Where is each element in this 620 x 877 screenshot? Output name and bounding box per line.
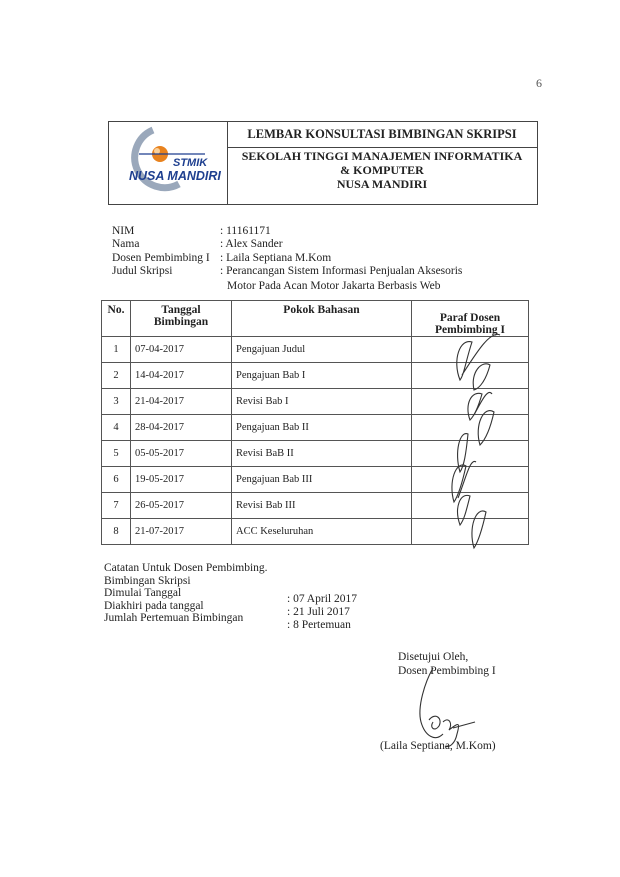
judul-label: Judul Skripsi [112, 265, 173, 277]
row-signature [412, 493, 529, 519]
institution-line-1: SEKOLAH TINGGI MANAJEMEN INFORMATIKA [241, 149, 523, 163]
col-tanggal [131, 301, 232, 337]
dosen-value: : Laila Septiana M.Kom [220, 252, 332, 264]
row-no: 1 [102, 337, 131, 363]
akhir-label: Diakhiri pada tanggal [104, 599, 204, 612]
col-tanggal-1: Tanggal [161, 304, 201, 316]
table-row [102, 337, 529, 363]
table-row [102, 519, 529, 545]
notes-values [287, 593, 357, 632]
logo-graphic [109, 122, 227, 204]
jumlah-value: : 8 Pertemuan [287, 619, 351, 631]
row-signature [412, 467, 529, 493]
consultation-table [101, 300, 529, 545]
approval-line-2: Dosen Pembimbing I [398, 665, 496, 677]
row-date: 21-04-2017 [131, 389, 232, 415]
document-header [108, 121, 538, 205]
row-no: 7 [102, 493, 131, 519]
row-topic: Revisi Bab I [232, 389, 412, 415]
row-no: 6 [102, 467, 131, 493]
col-pokok: Pokok Bahasan [232, 301, 412, 337]
judul-value-1: : Perancangan Sistem Informasi Penjualan Aksesoris [220, 265, 463, 277]
judul-value-2: Motor Pada Acan Motor Jakarta Berbasis Web [227, 280, 441, 292]
nama-label: Nama [112, 238, 140, 250]
row-topic: Pengajuan Bab III [232, 467, 412, 493]
institution-logo [109, 122, 228, 204]
row-topic: Revisi Bab III [232, 493, 412, 519]
row-date: 07-04-2017 [131, 337, 232, 363]
table-row [102, 363, 529, 389]
col-tanggal-2: Bimbingan [153, 316, 209, 328]
page-number: 6 [536, 76, 542, 90]
row-topic: ACC Keseluruhan [232, 519, 412, 545]
mulai-label: Dimulai Tanggal [104, 587, 182, 599]
row-signature [412, 389, 529, 415]
nim-label: NIM [112, 225, 135, 237]
row-no: 8 [102, 519, 131, 545]
institution-name [227, 149, 537, 191]
row-date: 26-05-2017 [131, 493, 232, 519]
row-topic: Revisi BaB II [232, 441, 412, 467]
col-paraf-1: Paraf Dosen [439, 312, 501, 324]
row-signature [412, 519, 529, 545]
row-topic: Pengajuan Bab II [232, 415, 412, 441]
institution-line-3: NUSA MANDIRI [336, 177, 428, 191]
table-row [102, 467, 529, 493]
row-date: 28-04-2017 [131, 415, 232, 441]
col-paraf [412, 301, 529, 337]
jumlah-label: Jumlah Pertemuan Bimbingan [104, 612, 244, 624]
row-date: 05-05-2017 [131, 441, 232, 467]
table-row [102, 441, 529, 467]
logo-stmik: STMIK [173, 157, 208, 169]
signer-name: (Laila Septiana, M.Kom) [380, 740, 496, 752]
table-header-row [102, 301, 529, 337]
institution-line-2: & KOMPUTER [340, 163, 424, 177]
approval-block [398, 650, 496, 678]
row-date: 19-05-2017 [131, 467, 232, 493]
row-signature [412, 441, 529, 467]
row-no: 3 [102, 389, 131, 415]
row-date: 21-07-2017 [131, 519, 232, 545]
header-titles [227, 122, 537, 204]
row-signature [412, 337, 529, 363]
nama-value: : Alex Sander [220, 238, 283, 250]
row-topic: Pengajuan Bab I [232, 363, 412, 389]
mulai-value: : 07 April 2017 [287, 593, 357, 605]
row-no: 4 [102, 415, 131, 441]
notes-block [104, 562, 268, 625]
col-no: No. [102, 301, 131, 337]
notes-line-1: Catatan Untuk Dosen Pembimbing. [104, 562, 268, 574]
form-title: LEMBAR KONSULTASI BIMBINGAN SKRIPSI [227, 122, 537, 148]
row-no: 5 [102, 441, 131, 467]
akhir-value: : 21 Juli 2017 [287, 606, 350, 618]
col-paraf-2: Pembimbing I [435, 324, 505, 336]
row-no: 2 [102, 363, 131, 389]
table-row [102, 493, 529, 519]
table-row [102, 415, 529, 441]
row-signature [412, 363, 529, 389]
row-signature [412, 415, 529, 441]
row-topic: Pengajuan Judul [232, 337, 412, 363]
nim-value: : 11161171 [220, 225, 271, 237]
dosen-label: Dosen Pembimbing I [112, 252, 210, 264]
notes-line-2: Bimbingan Skripsi [104, 574, 191, 587]
logo-name: NUSA MANDIRI [129, 169, 221, 183]
row-date: 14-04-2017 [131, 363, 232, 389]
table-row [102, 389, 529, 415]
approval-line-1: Disetujui Oleh, [398, 651, 469, 663]
